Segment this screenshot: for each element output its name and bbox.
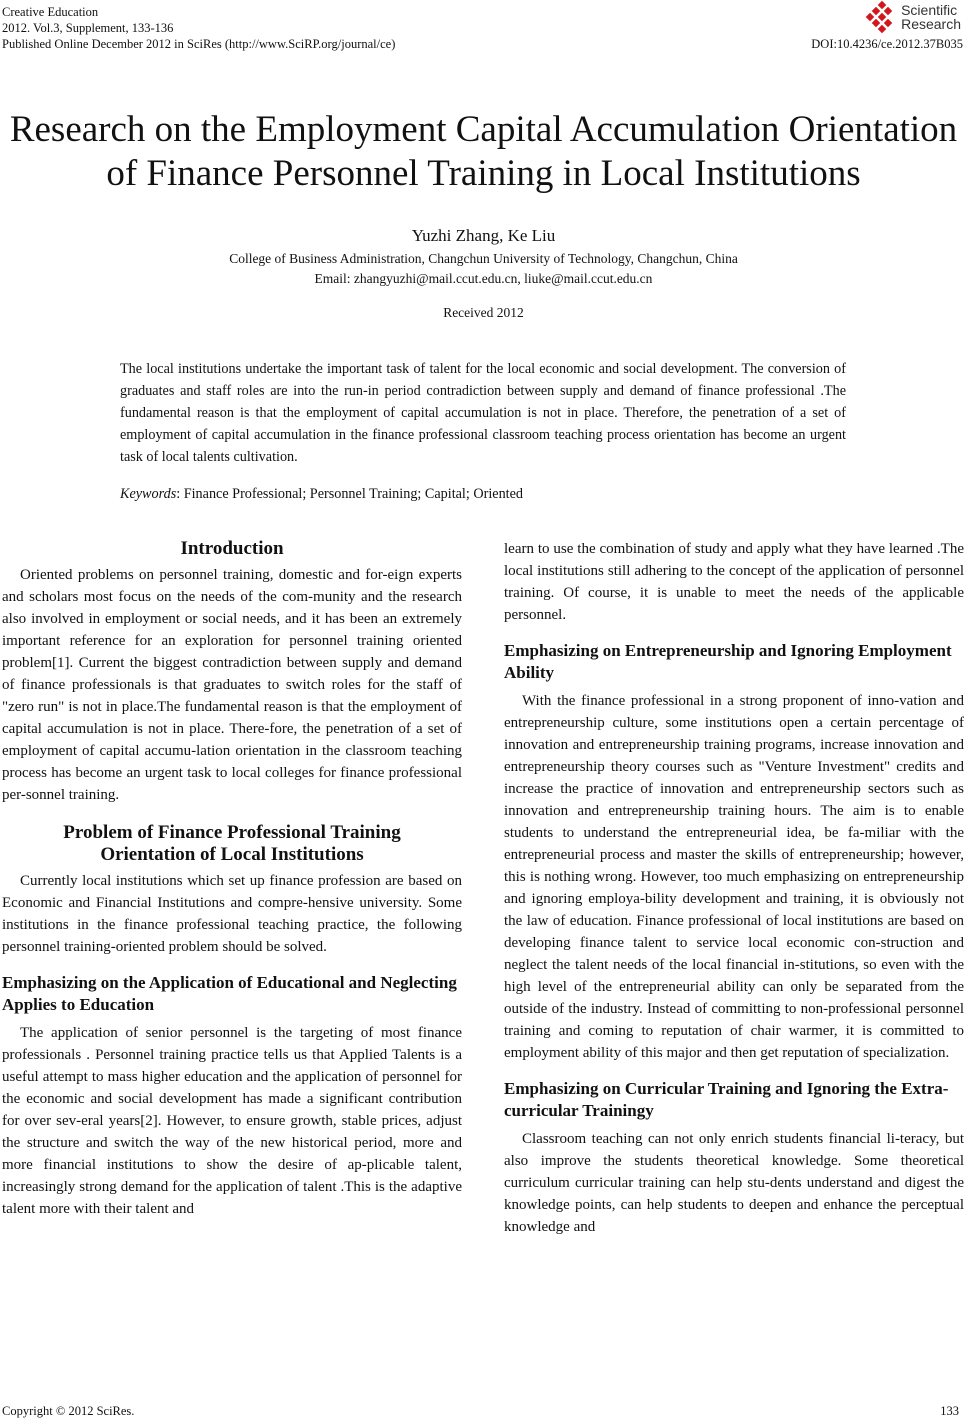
left-column: [2, 538, 462, 1220]
subsection-application-paragraph: The application of senior personnel is the targeting of most finance professionals . Personnel training practice tells us that Applied Talents is a useful attempt to mass higher education and the application of personnel for the economic and social development has made a significant contribution for over sev-eral years[2]. However, to ensure growth, stable prices, adjust the structure and switch the way of the new historical period, more and more financial institutions to show the desire of ap-plicable talent, increasingly strong demand for the application of talent .This is the adaptive talent more with their talent and: [2, 1025, 462, 1217]
email: Email: zhangyuzhi@mail.ccut.edu.cn, liuke@mail.ccut.edu.cn: [314, 271, 653, 286]
problem-heading-line-1: Problem of Finance Professional Training: [63, 822, 401, 843]
keywords: [120, 486, 523, 503]
keywords-list: : Finance Professional; Personnel Training; Capital; Oriented: [176, 486, 523, 502]
logo-text-line2: Research: [901, 16, 961, 32]
continued-paragraph: learn to use the combination of study and apply what they have learned .The local institutions still adhering to the concept of the application of personnel training. Of course, it is unable to meet the needs of the applicable personnel.: [504, 541, 964, 623]
problem-heading-line-2: Orientation of Local Institutions: [100, 844, 364, 865]
subsection-curricular-heading: Emphasizing on Curricular Training and Ignoring the Extra-curricular Trainingy: [504, 1079, 949, 1120]
affiliation-block: [0, 249, 967, 289]
authors: Yuzhi Zhang, Ke Liu: [411, 226, 556, 245]
page-number: 133: [940, 1404, 959, 1418]
abstract: The local institutions undertake the important task of talent for the local economic and social development. The conversion of graduates and staff roles are into the run-in period contradiction between supply and demand of finance professional .The fundamental reason is that the employment of capital accumulation is not in place. Therefore, the penetration of a set of employment of capital accumulation in the finance professional classroom teaching process orientation has become an urgent task of local talents cultivation.: [120, 361, 846, 465]
keywords-label: Keywords: [120, 486, 177, 502]
subsection-application-heading: Emphasizing on the Application of Educational and Neglecting Applies to Education: [2, 973, 457, 1014]
logo-text-line1: Scientific: [901, 2, 958, 18]
journal-volume: 2012. Vol.3, Supplement, 133-136: [2, 21, 174, 35]
scientific-research-logo: [865, 0, 961, 34]
diamond-logo-icon: [865, 0, 899, 34]
title-line-1: Research on the Employment Capital Accumulation Orientation: [9, 109, 958, 150]
journal-name: Creative Education: [2, 5, 99, 19]
affiliation: College of Business Administration, Changchun University of Technology, Changchun, China: [229, 251, 738, 266]
problem-paragraph: Currently local institutions which set up finance profession are based on Economic and Financial Institutions and compre-hensive university. Some institutions in the finance professional teaching practice, the following personnel training-oriented problem should be solved.: [2, 873, 462, 955]
doi: DOI:10.4236/ce.2012.37B035: [811, 37, 963, 51]
journal-published: Published Online December 2012 in SciRes (http://www.SciRP.org/journal/ce): [2, 37, 396, 51]
copyright: Copyright © 2012 SciRes.: [2, 1404, 135, 1418]
subsection-entrepreneurship-paragraph: With the finance professional in a strong proponent of inno-vation and entrepreneurship culture, some institutions open a certain percentage of innovation and entrepreneurship training programs, increase innovation and entrepreneurship theory courses such as "Venture Investment" credits and increase the practice of innovation and entrepreneurship sectors such as innovation and entrepreneurship training hours. The aim is to enable students to understand the entrepreneurial idea, be fa-miliar with the entrepreneurial process and master the skills of entrepreneurship; however, this is nothing wrong. However, too much emphasizing on entrepreneurship and ignoring employa-bility development and training, it is obviously not the law of education. Finance professional of local institutions are based on developing finance talent to service local economic con-struction and neglect the talent needs of the local financial in-stitutions, so even with the high level of the entrepreneurial ability can only be separated from the outside of the industry. Instead of committing to non-professional personnel training and coming to reputation of chair warmer, it is committed to employment ability of this major and then get reputation of specialization.: [504, 693, 964, 1061]
introduction-heading: Introduction: [180, 538, 284, 559]
received-date: Received 2012: [443, 305, 524, 320]
journal-header: [2, 4, 395, 52]
paper-title: [0, 108, 967, 196]
introduction-paragraph: Oriented problems on personnel training, domestic and for-eign experts and scholars most focus on the needs of the com-munity and the research also involved in employment or social needs, and it has been an extremely important reference for an exploration for personnel training oriented problem[1]. Current the biggest contradiction between supply and demand of finance professionals is that graduates to switch roles for the staff of "zero run" is not in place.The fundamental reason is that the employment of capital accumulation is not in place. There-fore, the penetration of a set of employment of capital accumu-lation orientation in the classroom teaching process has become an urgent task to local colleges for finance professional per-sonnel training.: [2, 567, 462, 803]
subsection-curricular-paragraph: Classroom teaching can not only enrich students financial li-teracy, but also improve the students theoretical knowledge. Some theoretical curriculum curricular training can help stu-dents understand and digest the knowledge points, can help students to deepen and enhance the perceptual knowledge and: [504, 1131, 964, 1235]
subsection-entrepreneurship-heading: Emphasizing on Entrepreneurship and Ignoring Employment Ability: [504, 641, 952, 682]
title-line-2: of Finance Personnel Training in Local Institutions: [106, 153, 861, 194]
right-column: [504, 538, 964, 1238]
